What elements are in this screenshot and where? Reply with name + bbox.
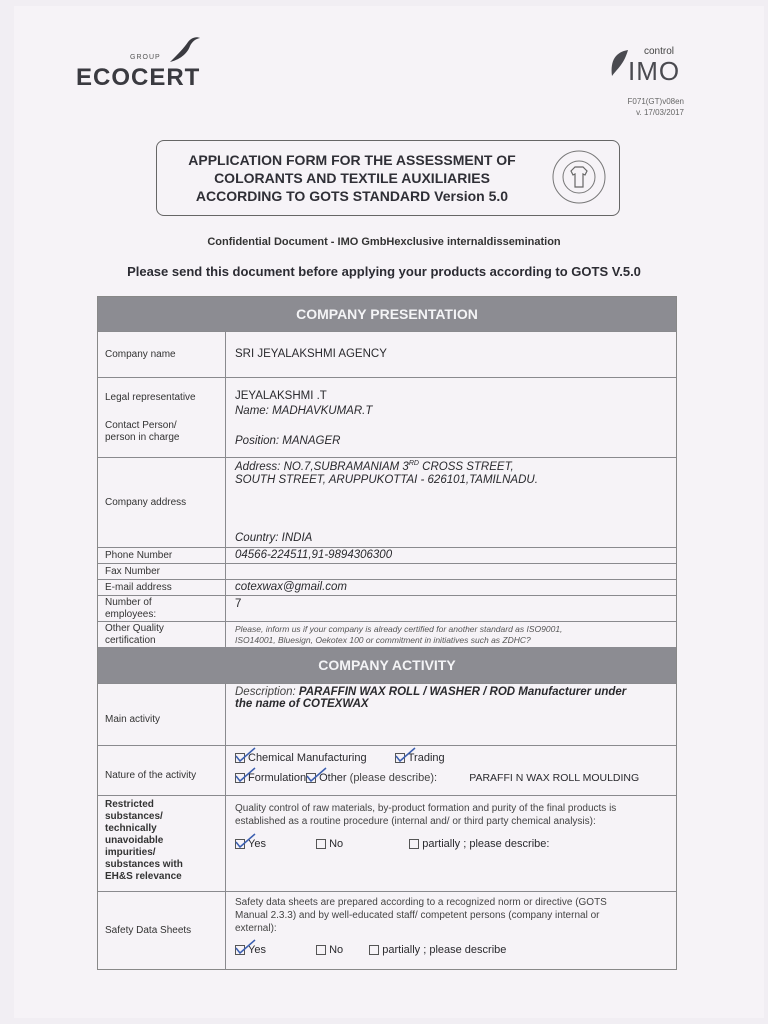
row-contact-person (98, 407, 676, 457)
quality-label-line-1: Other Quality (105, 623, 164, 634)
company-address-label: Company address (98, 458, 226, 548)
address-line-1[interactable] (235, 460, 668, 473)
sds-no-checkbox[interactable] (316, 945, 326, 955)
restricted-partially-checkbox[interactable] (409, 839, 419, 849)
row-company-name (98, 331, 676, 378)
main-activity-description[interactable] (235, 686, 668, 710)
confidential-note: Confidential Document - IMO GmbHexclusive internaldissemination (207, 236, 561, 248)
restricted-label-line-5: impurities/ (105, 847, 156, 858)
instruction-text: Please send this document before applying your products according to GOTS V.5.0 (127, 264, 641, 279)
nature-options-row-1 (235, 752, 668, 764)
other-activity-value[interactable]: PARAFFI N WAX ROLL MOULDING (469, 772, 640, 784)
row-nature-activity (98, 745, 676, 796)
sds-text-line-1: Safety data sheets are prepared according to a recognized norm or directive (GOTS (235, 897, 607, 908)
quality-label (98, 622, 226, 648)
row-phone (98, 547, 676, 564)
employees-label-line-2: employees: (105, 609, 157, 620)
phone-label: Phone Number (98, 548, 226, 564)
restricted-yes-label: Yes (248, 838, 266, 850)
address-line-2[interactable]: SOUTH STREET, ARUPPUKOTTAI - 626101,TAMILNADU. (235, 474, 538, 486)
restricted-yes-checkbox[interactable] (235, 839, 245, 849)
imo-logo (600, 30, 690, 90)
formulation-label: Formulation (248, 772, 307, 784)
employees-label (98, 596, 226, 622)
form-version: v. 17/03/2017 (636, 108, 684, 117)
gots-seal-icon (551, 149, 607, 205)
leaf-icon (608, 48, 630, 78)
other-note: (please describe): (346, 772, 438, 784)
row-legal-representative (98, 377, 676, 408)
trading-label: Trading (407, 752, 445, 764)
contact-label-line-2: person in charge (105, 432, 180, 443)
address-superscript: RD (408, 460, 419, 467)
quality-label-line-2: certification (105, 635, 156, 646)
contact-person-label (98, 407, 226, 457)
chemical-manufacturing-label: Chemical Manufacturing (248, 752, 367, 764)
sds-text-line-3: external): (235, 923, 277, 934)
trading-checkbox[interactable] (395, 753, 405, 763)
sds-text-line-2: Manual 2.3.3) and by well-educated staff/ competent persons (company internal or (235, 910, 600, 921)
company-name-label: Company name (98, 332, 226, 378)
nature-activity-label: Nature of the activity (98, 746, 226, 796)
row-quality-certification (98, 621, 676, 648)
employees-value[interactable]: 7 (235, 598, 242, 610)
restricted-label-line-1: Restricted (105, 799, 154, 810)
nature-options-row-2 (235, 772, 668, 784)
safety-data-sheets-label: Safety Data Sheets (98, 892, 226, 970)
title-line-1: APPLICATION FORM FOR THE ASSESSMENT OF (188, 152, 516, 168)
title-line-2: COLORANTS AND TEXTILE AUXILIARIES (214, 170, 490, 186)
quality-note-line-1: Please, inform us if your company is already certified for another standard as ISO9001, (235, 624, 563, 634)
email-value[interactable]: cotexwax@gmail.com (235, 581, 348, 593)
phone-value[interactable]: 04566-224511,91-9894306300 (235, 549, 393, 561)
application-form (97, 296, 677, 970)
restricted-text (235, 802, 668, 828)
logo-name-text: ECOCERT (76, 64, 201, 91)
contact-label-line-1: Contact Person/ (105, 420, 177, 431)
formulation-checkbox[interactable] (235, 773, 245, 783)
sds-text (235, 896, 668, 935)
imo-control-text: control (644, 46, 675, 57)
sds-partially-checkbox[interactable] (369, 945, 379, 955)
restricted-no-label: No (329, 838, 344, 850)
company-name-value[interactable]: SRI JEYALAKSHMI AGENCY (235, 348, 387, 360)
restricted-text-line-2: established as a routine procedure (internal and/ or third party chemical analysis): (235, 816, 596, 827)
row-safety-data-sheets (98, 891, 676, 970)
other-label: Other (319, 772, 347, 784)
restricted-label-line-2: substances/ (105, 811, 163, 822)
restricted-partially-label: partially ; please describe: (422, 838, 550, 850)
sds-no-label: No (329, 944, 344, 956)
form-reference (614, 96, 684, 118)
chemical-manufacturing-checkbox[interactable] (235, 753, 245, 763)
legal-representative-value[interactable]: JEYALAKSHMI .T (235, 390, 327, 402)
email-label: E-mail address (98, 580, 226, 596)
row-employees (98, 595, 676, 622)
main-activity-label: Main activity (98, 684, 226, 746)
address-suffix: CROSS STREET, (418, 460, 514, 473)
sds-options (235, 944, 668, 956)
row-email (98, 579, 676, 596)
restricted-label-line-4: unavoidable (105, 835, 164, 846)
restricted-label-line-3: technically (105, 823, 157, 834)
contact-position-value[interactable]: Position: MANAGER (235, 435, 341, 447)
employees-label-line-1: Number of (105, 597, 152, 608)
description-line-1: PARAFFIN WAX ROLL / WASHER / ROD Manufacturer under (298, 686, 627, 698)
country-value[interactable]: Country: INDIA (235, 532, 313, 544)
quality-note[interactable] (235, 624, 668, 646)
fax-label: Fax Number (98, 564, 226, 580)
section-company-activity: COMPANY ACTIVITY (98, 647, 676, 683)
title-line-3: ACCORDING TO GOTS STANDARD Version 5.0 (195, 188, 509, 204)
sds-yes-label: Yes (248, 944, 266, 956)
restricted-no-checkbox[interactable] (316, 839, 326, 849)
row-fax (98, 563, 676, 580)
restricted-text-line-1: Quality control of raw materials, by-product formation and purity of the final products is (235, 803, 617, 814)
legal-representative-label: Legal representative (98, 378, 226, 408)
restricted-options (235, 838, 668, 850)
sds-yes-checkbox[interactable] (235, 945, 245, 955)
address-prefix: Address: NO.7,SUBRAMANIAM 3 (235, 460, 409, 473)
restricted-label-line-7: EH&S relevance (105, 871, 182, 882)
form-code: F071(GT)v08en (627, 97, 684, 106)
quality-note-line-2: ISO14001, Bluesign, Oekotex 100 or commitment in initiatives such as ZDHC? (235, 635, 531, 645)
bird-icon (168, 32, 202, 68)
section-company-presentation: COMPANY PRESENTATION (98, 297, 676, 331)
contact-name-value[interactable]: Name: MADHAVKUMAR.T (235, 405, 373, 417)
imo-name-text: IMO (628, 56, 681, 86)
restricted-label (98, 796, 226, 892)
description-prefix: Description: (235, 686, 299, 698)
row-main-activity (98, 683, 676, 746)
other-checkbox[interactable] (306, 773, 316, 783)
sds-partially-label: partially ; please describe (382, 944, 507, 956)
description-line-2: the name of COTEXWAX (235, 698, 369, 710)
logo-group-text: GROUP (130, 54, 161, 61)
document-title (167, 151, 537, 205)
restricted-label-line-6: substances with (105, 859, 183, 870)
row-restricted-substances (98, 795, 676, 892)
row-company-address (98, 457, 676, 548)
title-box (156, 140, 620, 216)
